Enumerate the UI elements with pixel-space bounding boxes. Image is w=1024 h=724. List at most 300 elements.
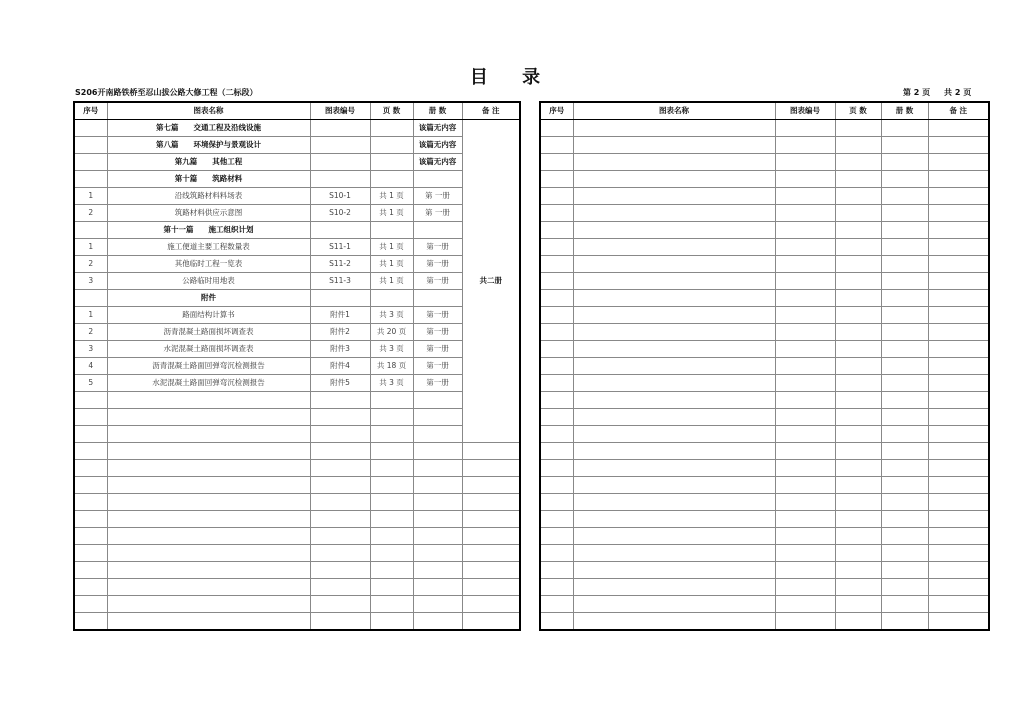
- table-row: [74, 494, 520, 511]
- table-row: [540, 171, 989, 188]
- row-seq: [540, 579, 573, 596]
- table-row: [74, 358, 520, 375]
- row-seq: [540, 341, 573, 358]
- row-remark: [462, 494, 520, 511]
- row-code: [775, 528, 835, 545]
- row-seq: [540, 120, 573, 137]
- row-pages: [370, 409, 413, 426]
- row-volume: [881, 613, 928, 631]
- row-volume: [413, 222, 462, 239]
- table-row: [540, 545, 989, 562]
- row-code: [775, 324, 835, 341]
- row-seq: [74, 154, 107, 171]
- row-name: 水泥混凝土路面损坏调查表: [107, 341, 310, 358]
- row-volume: [413, 409, 462, 426]
- row-code: [775, 494, 835, 511]
- table-row: [540, 358, 989, 375]
- row-pages: [370, 528, 413, 545]
- header-code: 图表编号: [310, 102, 370, 120]
- table-row: [74, 324, 520, 341]
- row-volume: [881, 324, 928, 341]
- row-pages: 共 3 页: [370, 307, 413, 324]
- row-volume: [413, 171, 462, 188]
- row-remark: [928, 137, 989, 154]
- row-name: [107, 545, 310, 562]
- row-remark: [928, 426, 989, 443]
- page-title: 目 录: [469, 67, 555, 88]
- row-pages: [835, 596, 881, 613]
- row-code: [775, 137, 835, 154]
- row-pages: [370, 460, 413, 477]
- row-volume: [881, 545, 928, 562]
- row-code: [775, 222, 835, 239]
- table-row: [540, 443, 989, 460]
- row-volume: [413, 443, 462, 460]
- row-code: [775, 443, 835, 460]
- row-pages: [835, 239, 881, 256]
- row-pages: [835, 324, 881, 341]
- row-remark: [462, 562, 520, 579]
- row-name: 第七篇 交通工程及沿线设施: [107, 120, 310, 137]
- row-pages: [835, 154, 881, 171]
- row-code: [775, 256, 835, 273]
- table-row: [540, 256, 989, 273]
- row-volume: [881, 409, 928, 426]
- row-remark: [928, 324, 989, 341]
- row-volume: [881, 426, 928, 443]
- row-pages: [370, 596, 413, 613]
- row-pages: 共 1 页: [370, 256, 413, 273]
- row-code: [310, 579, 370, 596]
- row-code: [310, 222, 370, 239]
- row-seq: 1: [74, 239, 107, 256]
- row-name: [573, 579, 775, 596]
- table-row: [74, 613, 520, 631]
- row-seq: [74, 171, 107, 188]
- table-row: [540, 409, 989, 426]
- row-remark: [928, 171, 989, 188]
- row-name: [573, 477, 775, 494]
- row-volume: [413, 477, 462, 494]
- row-seq: [540, 154, 573, 171]
- row-seq: [74, 613, 107, 631]
- row-seq: [74, 511, 107, 528]
- row-pages: [370, 290, 413, 307]
- header-code: 图表编号: [775, 102, 835, 120]
- table-row: [540, 375, 989, 392]
- page-info: 第 2 页 共 2 页: [903, 88, 972, 97]
- table-row: [540, 477, 989, 494]
- row-volume: 第一册: [413, 358, 462, 375]
- row-remark: [928, 375, 989, 392]
- row-volume: [881, 375, 928, 392]
- row-name: 沿线筑路材料料场表: [107, 188, 310, 205]
- table-row: [74, 545, 520, 562]
- row-code: [775, 273, 835, 290]
- row-volume: [881, 528, 928, 545]
- row-seq: [540, 375, 573, 392]
- row-volume: [881, 307, 928, 324]
- row-name: [107, 392, 310, 409]
- table-row: [540, 596, 989, 613]
- row-code: [775, 290, 835, 307]
- table-row: [540, 137, 989, 154]
- row-volume: [881, 154, 928, 171]
- table-row: [74, 511, 520, 528]
- row-remark: [462, 528, 520, 545]
- row-seq: 1: [74, 307, 107, 324]
- row-volume: [881, 222, 928, 239]
- row-code: [310, 171, 370, 188]
- table-row: [74, 528, 520, 545]
- row-seq: [74, 528, 107, 545]
- row-code: [775, 239, 835, 256]
- row-remark: [462, 460, 520, 477]
- row-remark: [928, 409, 989, 426]
- row-name: 沥青混凝土路面损坏调查表: [107, 324, 310, 341]
- row-volume: [881, 137, 928, 154]
- row-remark: [928, 358, 989, 375]
- row-seq: [540, 511, 573, 528]
- row-pages: [370, 511, 413, 528]
- header-pages: 页 数: [370, 102, 413, 120]
- row-seq: 2: [74, 324, 107, 341]
- row-seq: [540, 273, 573, 290]
- table-row: [74, 222, 520, 239]
- row-seq: [74, 409, 107, 426]
- row-name: [573, 307, 775, 324]
- table-row: [74, 375, 520, 392]
- table-row: [74, 392, 520, 409]
- row-seq: [74, 222, 107, 239]
- table-row: [74, 579, 520, 596]
- row-name: [107, 494, 310, 511]
- row-code: [775, 120, 835, 137]
- table-row: [540, 392, 989, 409]
- row-pages: [835, 307, 881, 324]
- row-pages: [370, 171, 413, 188]
- row-remark: [928, 273, 989, 290]
- row-name: 附件: [107, 290, 310, 307]
- row-volume: [413, 545, 462, 562]
- row-remark: [928, 443, 989, 460]
- row-name: [573, 341, 775, 358]
- row-volume: 第一册: [413, 273, 462, 290]
- row-remark: [928, 188, 989, 205]
- row-volume: [881, 171, 928, 188]
- row-remark: [928, 341, 989, 358]
- row-seq: 3: [74, 273, 107, 290]
- row-pages: [370, 222, 413, 239]
- row-name: [573, 426, 775, 443]
- table-row: [74, 205, 520, 222]
- row-seq: [540, 545, 573, 562]
- row-pages: [370, 392, 413, 409]
- header-name: 图表名称: [573, 102, 775, 120]
- row-seq: [540, 222, 573, 239]
- row-name: [573, 596, 775, 613]
- row-pages: 共 20 页: [370, 324, 413, 341]
- row-volume: 第一册: [413, 375, 462, 392]
- row-name: [107, 443, 310, 460]
- row-seq: 4: [74, 358, 107, 375]
- row-name: 沥青混凝土路面回弹弯沉检测报告: [107, 358, 310, 375]
- row-name: [573, 205, 775, 222]
- row-pages: 共 1 页: [370, 205, 413, 222]
- row-pages: [835, 273, 881, 290]
- row-code: [775, 511, 835, 528]
- table-row: [74, 307, 520, 324]
- row-seq: [74, 120, 107, 137]
- row-pages: [835, 392, 881, 409]
- row-pages: [370, 120, 413, 137]
- row-pages: [835, 256, 881, 273]
- row-code: [775, 171, 835, 188]
- row-name: 施工便道主要工程数量表: [107, 239, 310, 256]
- row-name: [107, 511, 310, 528]
- row-name: [573, 324, 775, 341]
- header-volume: 册 数: [413, 102, 462, 120]
- row-volume: 该篇无内容: [413, 137, 462, 154]
- row-remark: [462, 443, 520, 460]
- row-pages: [835, 545, 881, 562]
- row-code: S11-2: [310, 256, 370, 273]
- row-seq: [540, 562, 573, 579]
- row-volume: [413, 392, 462, 409]
- row-volume: 该篇无内容: [413, 154, 462, 171]
- table-row: [540, 562, 989, 579]
- row-code: S11-1: [310, 239, 370, 256]
- row-name: [573, 494, 775, 511]
- row-code: [775, 188, 835, 205]
- row-seq: 3: [74, 341, 107, 358]
- table-header-row: [74, 102, 520, 120]
- row-pages: [370, 426, 413, 443]
- row-code: [310, 409, 370, 426]
- row-pages: [835, 579, 881, 596]
- row-code: [775, 613, 835, 631]
- right-catalog-table: [539, 101, 990, 631]
- row-name: [573, 613, 775, 631]
- row-name: [573, 358, 775, 375]
- row-seq: [74, 290, 107, 307]
- row-code: [310, 392, 370, 409]
- row-name: 筑路材料供应示意图: [107, 205, 310, 222]
- row-remark: [928, 613, 989, 631]
- row-code: [310, 443, 370, 460]
- row-pages: 共 18 页: [370, 358, 413, 375]
- row-pages: 共 1 页: [370, 188, 413, 205]
- row-remark: [928, 477, 989, 494]
- row-volume: [881, 460, 928, 477]
- row-volume: [881, 443, 928, 460]
- row-volume: 第一册: [413, 341, 462, 358]
- row-pages: [370, 443, 413, 460]
- row-remark: [928, 392, 989, 409]
- row-remark: [928, 120, 989, 137]
- row-pages: [835, 409, 881, 426]
- row-code: 附件1: [310, 307, 370, 324]
- row-pages: [835, 171, 881, 188]
- table-row: [540, 494, 989, 511]
- row-code: [310, 545, 370, 562]
- row-code: [775, 307, 835, 324]
- row-code: S10-1: [310, 188, 370, 205]
- row-pages: [835, 290, 881, 307]
- row-code: [775, 545, 835, 562]
- row-pages: [835, 613, 881, 631]
- row-seq: [540, 256, 573, 273]
- row-name: [107, 477, 310, 494]
- row-name: [573, 392, 775, 409]
- row-name: 公路临时用地表: [107, 273, 310, 290]
- row-code: [310, 154, 370, 171]
- row-name: 水泥混凝土路面回弹弯沉检测报告: [107, 375, 310, 392]
- row-code: [310, 137, 370, 154]
- table-row: [540, 154, 989, 171]
- row-seq: [540, 137, 573, 154]
- table-row: [540, 511, 989, 528]
- table-row: [540, 290, 989, 307]
- row-pages: [370, 562, 413, 579]
- row-seq: [74, 477, 107, 494]
- row-volume: [881, 120, 928, 137]
- row-code: 附件2: [310, 324, 370, 341]
- row-volume: [881, 256, 928, 273]
- row-remark: [928, 511, 989, 528]
- row-name: [573, 290, 775, 307]
- project-name: S206开南路铁桥至忍山拔公路大修工程（二标段）: [75, 88, 258, 97]
- table-row: [74, 460, 520, 477]
- row-seq: [74, 545, 107, 562]
- row-code: S10-2: [310, 205, 370, 222]
- row-pages: [835, 188, 881, 205]
- row-code: [775, 154, 835, 171]
- row-volume: [413, 511, 462, 528]
- row-name: [573, 562, 775, 579]
- row-remark: [928, 528, 989, 545]
- row-name: [573, 528, 775, 545]
- row-name: [107, 579, 310, 596]
- table-row: [74, 273, 520, 290]
- table-row: [540, 188, 989, 205]
- row-seq: 2: [74, 205, 107, 222]
- table-row: [74, 256, 520, 273]
- row-seq: [540, 239, 573, 256]
- row-code: [310, 477, 370, 494]
- table-row: [74, 562, 520, 579]
- row-name: [573, 137, 775, 154]
- row-pages: [835, 358, 881, 375]
- row-volume: [413, 579, 462, 596]
- row-code: [310, 120, 370, 137]
- header-remark: 备 注: [928, 102, 989, 120]
- row-remark: [928, 239, 989, 256]
- row-name: [573, 409, 775, 426]
- row-seq: [540, 426, 573, 443]
- table-row: [540, 120, 989, 137]
- row-name: [573, 171, 775, 188]
- row-remark: [928, 205, 989, 222]
- row-seq: [74, 392, 107, 409]
- row-remark: [462, 579, 520, 596]
- table-row: [540, 341, 989, 358]
- row-seq: [540, 477, 573, 494]
- row-code: [775, 341, 835, 358]
- row-volume: [881, 477, 928, 494]
- row-seq: [540, 494, 573, 511]
- row-pages: [370, 154, 413, 171]
- row-code: [775, 460, 835, 477]
- row-name: [107, 613, 310, 631]
- row-code: [310, 511, 370, 528]
- row-seq: [540, 409, 573, 426]
- table-row: [74, 409, 520, 426]
- row-code: 附件4: [310, 358, 370, 375]
- table-header-row: [540, 102, 989, 120]
- row-name: [573, 375, 775, 392]
- row-seq: 5: [74, 375, 107, 392]
- row-pages: [835, 511, 881, 528]
- row-name: 路面结构计算书: [107, 307, 310, 324]
- row-seq: 1: [74, 188, 107, 205]
- row-pages: [835, 341, 881, 358]
- table-row: [74, 426, 520, 443]
- row-pages: [370, 137, 413, 154]
- row-volume: [881, 562, 928, 579]
- row-name: [573, 239, 775, 256]
- row-seq: [74, 426, 107, 443]
- row-seq: [540, 307, 573, 324]
- row-remark: [928, 562, 989, 579]
- row-volume: [881, 579, 928, 596]
- row-name: [573, 545, 775, 562]
- row-name: [573, 256, 775, 273]
- row-volume: [881, 239, 928, 256]
- row-pages: [835, 528, 881, 545]
- row-pages: 共 3 页: [370, 341, 413, 358]
- row-volume: [881, 205, 928, 222]
- row-code: [775, 358, 835, 375]
- row-volume: [881, 188, 928, 205]
- row-code: S11-3: [310, 273, 370, 290]
- row-name: 第十篇 筑路材料: [107, 171, 310, 188]
- row-seq: [540, 460, 573, 477]
- row-seq: [74, 494, 107, 511]
- row-seq: [540, 528, 573, 545]
- header-remark: 备 注: [462, 102, 520, 120]
- row-seq: [540, 392, 573, 409]
- row-pages: 共 1 页: [370, 273, 413, 290]
- row-volume: [881, 494, 928, 511]
- table-row: [540, 528, 989, 545]
- row-volume: [413, 562, 462, 579]
- row-pages: [835, 562, 881, 579]
- row-name: [573, 460, 775, 477]
- row-seq: [540, 188, 573, 205]
- row-code: [310, 562, 370, 579]
- row-code: [775, 477, 835, 494]
- row-pages: [835, 375, 881, 392]
- row-name: [107, 562, 310, 579]
- row-code: [310, 494, 370, 511]
- row-remark: [928, 494, 989, 511]
- row-pages: 共 1 页: [370, 239, 413, 256]
- row-pages: [835, 205, 881, 222]
- row-code: [310, 290, 370, 307]
- row-seq: [540, 358, 573, 375]
- row-name: 第八篇 环境保护与景观设计: [107, 137, 310, 154]
